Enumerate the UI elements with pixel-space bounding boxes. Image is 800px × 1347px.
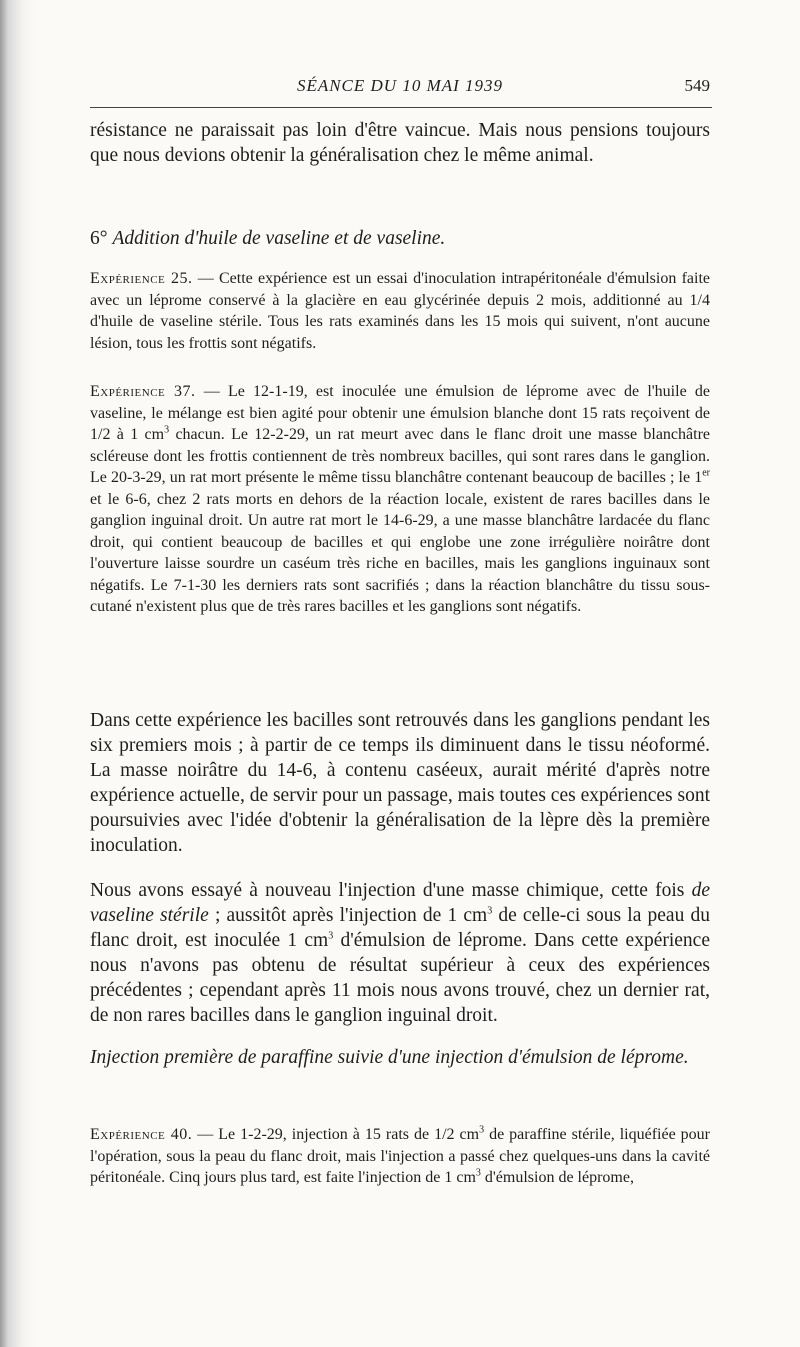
paragraph-text: Nous avons essayé à nouveau l'injection d'une masse chimique, cette fois [90, 880, 692, 901]
superscript: 3 [479, 1124, 485, 1136]
page-header [90, 76, 710, 102]
paragraph-text: de celle-ci sous la peau du flanc droit, est inoculée 1 cm [90, 905, 710, 951]
page-number: 549 [684, 76, 710, 95]
paragraph-resistance [90, 118, 710, 168]
experiment-label: Expérience 40. [90, 1126, 193, 1143]
superscript: 3 [487, 905, 493, 917]
paragraph-italic: de vaseline stérile [90, 880, 710, 926]
section-heading [90, 226, 710, 251]
experiment-text: — Le 1-2-29, injection à 15 rats de 1/2 cm [192, 1126, 480, 1143]
paragraph-dans [90, 708, 710, 858]
binding-shadow [0, 0, 34, 1347]
experiment-40 [90, 1124, 710, 1189]
paragraph-nous [90, 878, 710, 1028]
experiment-text: chacun. Le 12-2-29, un rat meurt avec dans le flanc droit une masse blanchâtre scléreuse dont les frottis contiennent de très nombreux bacilles, qui sont rares dans le ganglion. Le 20-3-29, un rat mort présente le même tissu blanchâtre contenant beaucoup de bacilles ; le 1 [90, 426, 711, 486]
superscript: 3 [164, 424, 170, 436]
experiment-text: — Cette expérience est un essai d'inoculation intrapéritonéale d'émulsion faite avec un léprome conservé à la glacière en eau glycérinée depuis 2 mois, additionné au 1/4 d'huile de vaseline stérile. Tous les rats examinés dans les 15 mois qui suivent, n'ont aucune lésion, tous les frottis sont négatifs. [90, 270, 710, 352]
header-rule [90, 107, 712, 108]
paragraph-text: résistance ne paraissait pas loin d'être vaincue. Mais nous pensions toujours que nous devions obtenir la généralisation chez le même animal. [90, 120, 710, 166]
experiment-label: Expérience 37. [90, 383, 196, 400]
paragraph-text: Dans cette expérience les bacilles sont retrouvés dans les ganglions pendant les six premiers mois ; à partir de ce temps ils diminuent dans le tissu néoformé. La masse noirâtre du 14-6, à contenu caséeux, aurait mérité d'après notre expérience actuelle, de servir pour un passage, mais toutes ces expériences sont poursuivies avec l'idée d'obtenir la généralisation de la lèpre dès la première inoculation. [90, 710, 710, 856]
experiment-37 [90, 381, 710, 618]
section-number: 6° [90, 228, 108, 249]
experiment-25 [90, 268, 710, 354]
injection-heading [90, 1045, 710, 1070]
experiment-label: Expérience 25. [90, 270, 193, 287]
superscript: 3 [328, 930, 334, 942]
injection-title: Injection première de paraffine suivie d'une injection d'émulsion de léprome. [90, 1047, 689, 1068]
paragraph-text: ; aussitôt après l'injection de 1 cm [208, 905, 488, 926]
experiment-text: — Le 12-1-19, est inoculée une émulsion de léprome avec de l'huile de vaseline, le mélange est bien agité pour obtenir une émulsion blanche dont 15 rats reçoivent de 1/2 à 1 cm [90, 383, 710, 443]
section-title: Addition d'huile de vaseline et de vaseline. [112, 228, 446, 249]
paragraph-text: d'émulsion de léprome. Dans cette expérience nous n'avons pas obtenu de résultat supérieur à ceux des expériences précédentes ; cependant après 11 mois nous avons trouvé, chez un dernier rat, de non rares bacilles dans le ganglion inguinal droit. [90, 930, 710, 1026]
superscript: er [702, 467, 710, 479]
experiment-text: de paraffine stérile, liquéfiée pour l'opération, sous la peau du flanc droit, mais l'injection a passé chez quelques-uns dans la cavité péritonéale. Cinq jours plus tard, est faite l'injection de 1 cm [90, 1126, 711, 1186]
experiment-text: d'émulsion de léprome, [480, 1169, 634, 1186]
experiment-text: et le 6-6, chez 2 rats morts en dehors de la réaction locale, existent de rares bacilles dans le ganglion inguinal droit. Un autre rat mort le 14-6-29, a une masse blanchâtre lardacée du flanc droit, qui contient beaucoup de bacilles et qui englobe une zone irrégulière noirâtre dont l'ouverture laisse sourdre un caséum très riche en bacilles, mais les ganglions inguinaux sont négatifs. Le 7-1-30 les derniers rats sont sacrifiés ; dans la réaction blanchâtre du tissu sous-cutané n'existent plus que de très rares bacilles et les ganglions sont négatifs. [90, 490, 710, 615]
superscript: 3 [475, 1167, 481, 1179]
running-title: SÉANCE DU 10 MAI 1939 [296, 76, 504, 95]
